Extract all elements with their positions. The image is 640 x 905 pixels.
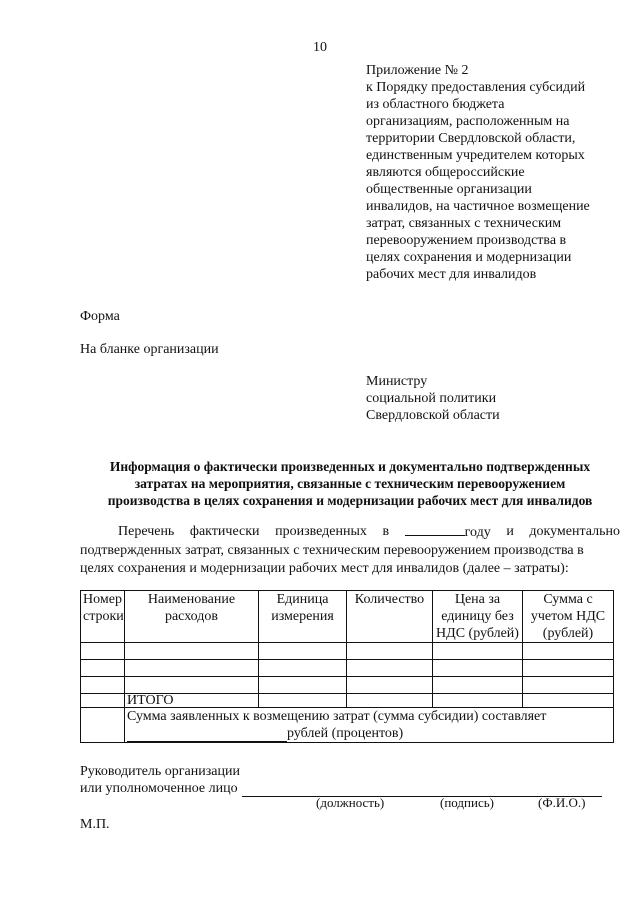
appendix-line: общественные организации [366, 182, 532, 197]
addressee-line: Свердловской области [366, 408, 500, 423]
sum-amount-blank [127, 725, 287, 742]
appendix-line: являются общероссийские [366, 165, 525, 180]
header-quantity: Количество [347, 591, 433, 643]
form-label: Форма [80, 309, 120, 324]
table-header-row [81, 591, 614, 643]
table-sum-row [81, 708, 614, 743]
heading-line: затратах на мероприятия, связанные с техническим перевооружением [134, 476, 566, 491]
header-row-number: Номер строки [81, 591, 125, 643]
header-unit: Единица измерения [259, 591, 347, 643]
intro-paragraph [80, 523, 620, 578]
page-number: 10 [313, 40, 327, 55]
year-blank-underline [405, 523, 465, 536]
paragraph-word: в [382, 524, 390, 539]
table-row [81, 677, 614, 694]
sum-text-cell [125, 708, 614, 743]
paragraph-line-1 [80, 523, 620, 542]
heading-line: производства в целях сохранения и модернизации рабочих мест для инвалидов [107, 493, 593, 508]
addressee-block [366, 373, 500, 424]
appendix-line: территории Свердловской области, [366, 131, 576, 146]
appendix-line: рабочих мест для инвалидов [366, 267, 537, 282]
heading-line: Информация о фактически произведенных и документально подтвержденных [109, 459, 591, 474]
paragraph-word: произведенных [275, 524, 367, 539]
caption-signature: (подпись) [440, 795, 494, 810]
signature-line-1: Руководитель организации [80, 764, 240, 779]
header-total-with-vat: Сумма с учетом НДС (рублей) [523, 591, 614, 643]
table-total-row [81, 694, 614, 708]
header-unit-price: Цена за единицу без НДС (рублей) [433, 591, 523, 643]
total-label: ИТОГО [125, 694, 259, 708]
caption-full-name: (Ф.И.О.) [538, 795, 586, 810]
letterhead-label: На бланке организации [80, 342, 219, 357]
signature-line-2: или уполномоченное лицо [80, 781, 238, 796]
document-heading [78, 458, 622, 509]
appendix-line: затрат, связанных с техническим [366, 216, 562, 231]
appendix-line: Приложение № 2 [366, 63, 469, 78]
paragraph-word: году [464, 525, 491, 540]
appendix-line: целях сохранения и модернизации [366, 250, 572, 265]
table-row [81, 643, 614, 660]
year-fill-line [405, 523, 491, 542]
paragraph-word: фактически [189, 524, 260, 539]
appendix-line: единственным учредителем которых [366, 148, 585, 163]
sum-text-line-2-wrap [127, 725, 611, 742]
stamp-label: М.П. [80, 817, 110, 832]
header-expense-name: Наименование расходов [125, 591, 259, 643]
appendix-line: инвалидов, на частичное возмещение [366, 199, 590, 214]
paragraph-word: и [506, 524, 514, 539]
appendix-line: перевооружением производства в [366, 233, 567, 248]
appendix-line: к Порядку предоставления субсидий [366, 80, 586, 95]
appendix-line: из областного бюджета [366, 97, 505, 112]
addressee-line: Министру [366, 374, 428, 389]
sum-text-line-1: Сумма заявленных к возмещению затрат (сумма субсидии) составляет [127, 709, 547, 724]
appendix-line: организациям, расположенным на [366, 114, 570, 129]
signature-block [80, 763, 602, 797]
paragraph-word: документально [529, 524, 620, 539]
paragraph-line-2: подтвержденных затрат, связанных с техническим перевооружением производства в [80, 543, 584, 558]
appendix-block [366, 62, 626, 283]
sum-text-line-2: рублей (процентов) [287, 726, 404, 741]
addressee-line: социальной политики [366, 391, 497, 406]
table-row [81, 660, 614, 677]
caption-position: (должность) [316, 795, 385, 810]
paragraph-word: Перечень [118, 524, 175, 539]
paragraph-line-3: целях сохранения и модернизации рабочих мест для инвалидов (далее – затраты): [80, 561, 569, 576]
expenses-table [80, 590, 614, 743]
